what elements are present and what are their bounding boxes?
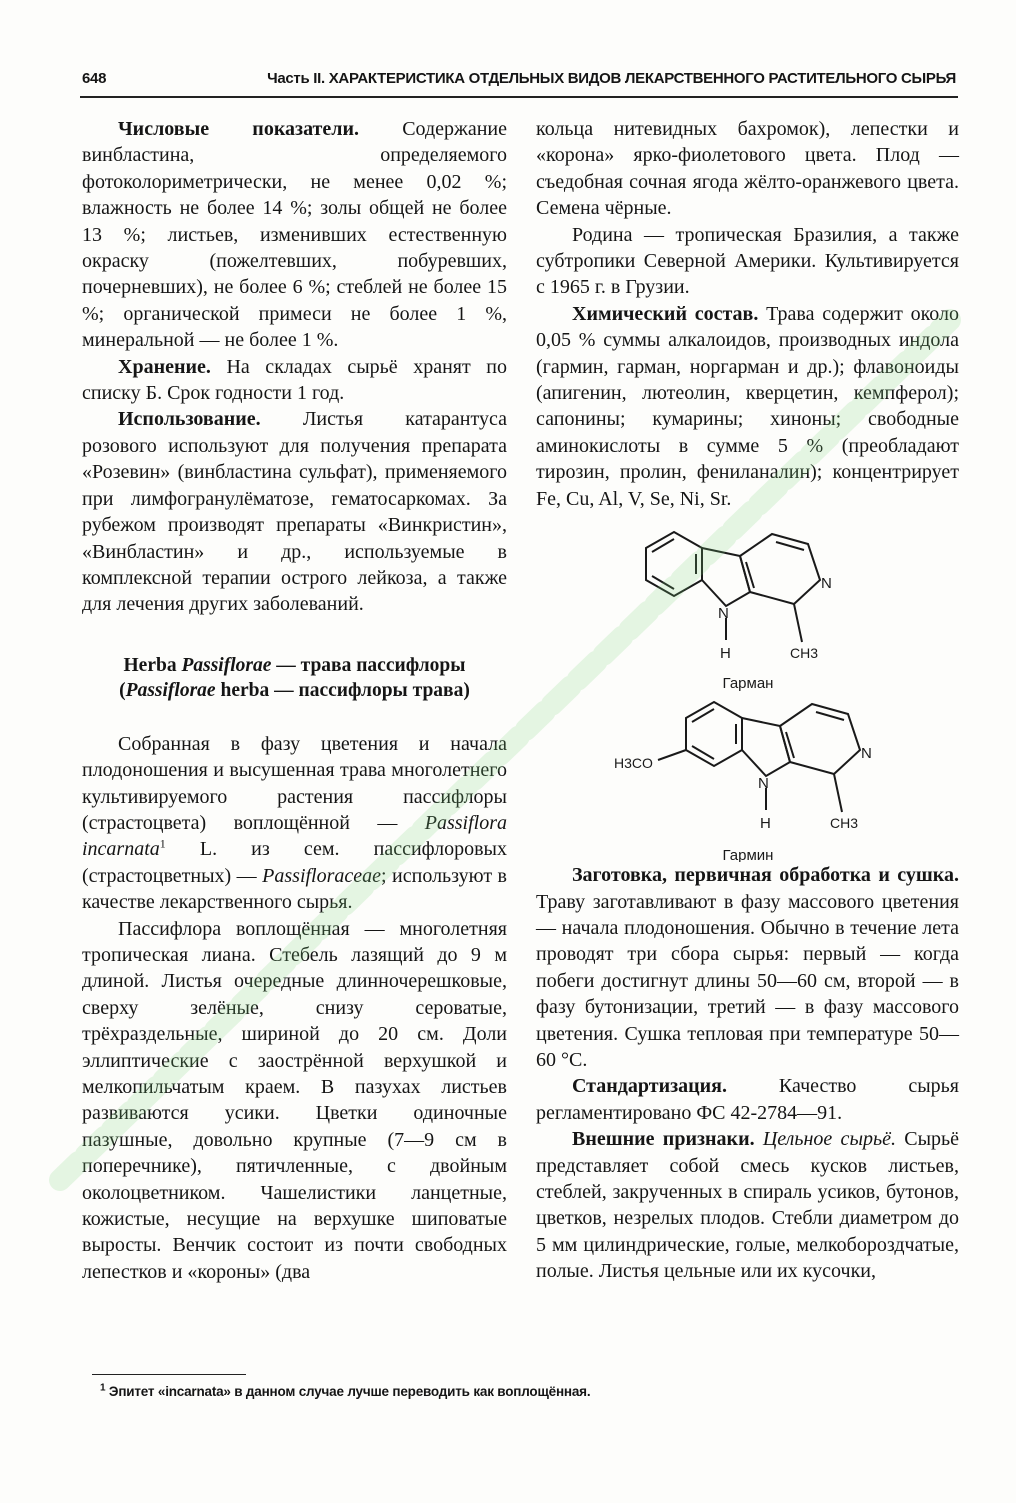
heading-latin-herba: Herba <box>123 654 182 676</box>
numeric-title: Числовые показатели. <box>118 118 359 140</box>
harmine-methyl-bond <box>834 774 842 812</box>
structures-svg <box>536 512 959 862</box>
harmine-pyrrole-ring <box>742 718 790 776</box>
section-heading <box>82 653 507 703</box>
harman-atom-nh: N <box>718 605 729 623</box>
heading-russian-2: herba — пассифлоры трава) <box>215 679 470 701</box>
family-name: Passifloraceae <box>262 864 382 887</box>
external-paragraph <box>536 1126 959 1284</box>
harmine-atom-h: H <box>760 815 771 833</box>
harman-label: Гарман <box>722 675 774 693</box>
running-header <box>82 68 956 92</box>
chem-text: Трава содержит около 0,05 % суммы алкалоидов, производных индола (гармин, гарман, норгарман и др.); флавоноиды (апигенин, лютеолин, кверцетин, кемпферол); сапонины; кумарины; хиноны; свободные аминокислоты в сумме 5 % (преобладают тирозин, пролин, фениланалин); концентрирует Fe, Cu, Al, V, Se, Ni, Sr. <box>536 302 960 510</box>
heading-paren: ( <box>119 679 126 701</box>
harmine-atom-ch3: CH3 <box>830 815 859 832</box>
usage-paragraph <box>82 406 507 617</box>
standard-text: Качество сырья регламентировано ФС 42-2784—91. <box>536 1075 959 1124</box>
storage-paragraph <box>82 354 507 407</box>
harmine-atom-nh: N <box>758 775 769 793</box>
continuation-paragraph: кольца нитевидных бахромок), лепестки и «корона» ярко-фиолетового цвета. Плод — съедобная сочная ягода жёлто-оранжевого цвета. Семена чёрные. <box>536 118 959 220</box>
external-text: Сырьё представляет собой смесь кусков листьев, стеблей, закрученных в спираль усиков, бутонов, цветков, незрелых плодов. Стебли диаметром до 5 мм цилиндрические, голые, мелкобороздчатые, полые. Листья цельные или их кусочки, <box>536 1128 960 1283</box>
right-column <box>536 116 959 1285</box>
harman-double-bond-3 <box>652 576 674 589</box>
harvest-title: Заготовка, первичная обработка и сушка. <box>572 864 959 887</box>
numeric-text: Содержание винбластина, определяемого фотоколориметрически, не менее 0,02 %; влажность не более 14 %; золы общей не более 13 %; листьев, изменивших естественную окраску (пожелтевших, побуревших, почерневших), не более 6 %; стеблей не более 15 %; органической примеси не более 1 %, минеральной — не более 1 %. <box>82 118 507 352</box>
section-heading-line2 <box>82 678 507 703</box>
harman-benzene-ring <box>646 532 702 596</box>
homeland-paragraph: Родина — тропическая Бразилия, а также субтропики Северной Америки. Культивируется с 1965 г. в Грузии. <box>536 223 959 299</box>
footnote <box>100 1384 860 1399</box>
storage-title: Хранение. <box>118 355 211 378</box>
harman-pyrrole-ring <box>702 548 750 606</box>
species-name: Passiflora incarnata <box>82 811 507 861</box>
external-title: Внешние признаки. <box>572 1128 755 1151</box>
numeric-paragraph <box>82 116 507 354</box>
harmine-structure <box>614 702 872 862</box>
external-italic: Цельное сырьё. <box>754 1128 896 1151</box>
usage-title: Использование. <box>118 408 261 431</box>
footnote-marker[interactable]: 1 <box>159 836 166 851</box>
storage-text: На складах сырьё хранят по списку Б. Срок годности 1 год. <box>82 355 507 405</box>
heading-latin-genus: Passiflorae <box>181 654 272 676</box>
footnote-rule <box>92 1374 246 1375</box>
chem-title: Химический состав. <box>572 302 759 325</box>
harmine-methoxy-bond <box>658 750 686 760</box>
description-paragraph: Пассифлора воплощённая — многолетняя тропическая лиана. Стебель лазящий до 9 м длиной. Листья очередные длинночерешковые, сверху зелёные, снизу сероватые, трёхраздельные, шириной до 20 см. Доли эллиптические с заострённой верхушкой и мелкопильчатым краем. В пазухах листьев развиваются усики. Цветки одиночные пазушные, довольно крупные (7—9 см в поперечнике), пятичленные, с двойным околоцветником. Чашелистики ланцетные, кожистые, несущие на верхушке шиповатые выросты. Венчик состоит из почти свободных лепестков и «короны» (два <box>82 917 507 1283</box>
harman-double-bond-1 <box>652 539 674 552</box>
header-rule <box>80 96 958 98</box>
page-number: 648 <box>82 70 107 87</box>
harman-pyridine-ring <box>740 534 820 604</box>
footnote-number: 1 <box>100 1382 106 1394</box>
intro-text-a: Собранная в фазу цветения и начала плодоношения и высушенная трава многолетнего культивируемого растения пассифлоры (страстоцвета) воплощённой — <box>82 732 507 834</box>
harman-structure <box>646 532 832 692</box>
standard-title: Стандартизация. <box>572 1075 727 1098</box>
running-title: Часть II. ХАРАКТЕРИСТИКА ОТДЕЛЬНЫХ ВИДОВ ЛЕКАРСТВЕННОГО РАСТИТЕЛЬНОГО СЫРЬЯ <box>267 70 956 87</box>
harvest-text: Траву заготавливают в фазу массового цветения — начала плодоношения. Обычно в течение лета проводят три сбора сырья: первый — когда побеги достигнут длины 50—60 см, второй — в фазу бутонизации, третий — в фазу массового цветения. Сушка тепловая при температуре 50—60 °С. <box>536 890 959 1071</box>
harmine-double-bond-4 <box>816 712 844 720</box>
harmine-double-bond-1 <box>692 709 714 722</box>
chem-paragraph <box>536 301 959 512</box>
harmine-label: Гармин <box>722 847 774 863</box>
harman-double-bond-4 <box>776 542 804 550</box>
heading-russian: — трава пассифлоры <box>271 654 466 676</box>
harmine-pyridine-ring <box>780 704 860 774</box>
left-column <box>82 116 507 1285</box>
structures-figure <box>536 512 959 862</box>
section-heading-line1 <box>82 653 507 678</box>
harman-atom-ch3: CH3 <box>790 645 819 662</box>
harman-methyl-bond <box>794 604 802 642</box>
harmine-atom-n: N <box>861 745 872 763</box>
footnote-text: Эпитет «incarnata» в данном случае лучше переводить как воплощённая. <box>105 1384 591 1399</box>
intro-text-e: ; используют в качестве лекарственного сырья. <box>82 864 507 914</box>
intro-text-c: L. из сем. пассифлоровых (страстоцветных) — <box>82 838 507 887</box>
harmine-double-bond-3 <box>692 746 714 759</box>
standard-paragraph <box>536 1073 959 1126</box>
heading-latin-genus-2: Passiflorae <box>125 679 216 701</box>
harvest-paragraph <box>536 862 959 1073</box>
harman-atom-n: N <box>821 575 832 593</box>
usage-text: Листья катарантуса розового используют для получения препарата «Розевин» (винбластина сульфат), применяемого при лимфогранулёматозе, гематосаркомах. За рубежом производят препараты «Винкристин», «Винбластин» и др., используемые в комплексной терапии острого лейкоза, а также для лечения других заболеваний. <box>82 408 507 616</box>
harmine-benzene-ring <box>686 702 742 766</box>
intro-paragraph <box>82 731 507 916</box>
harmine-atom-h3co: H3CO <box>614 755 653 772</box>
harman-atom-h: H <box>720 645 731 663</box>
